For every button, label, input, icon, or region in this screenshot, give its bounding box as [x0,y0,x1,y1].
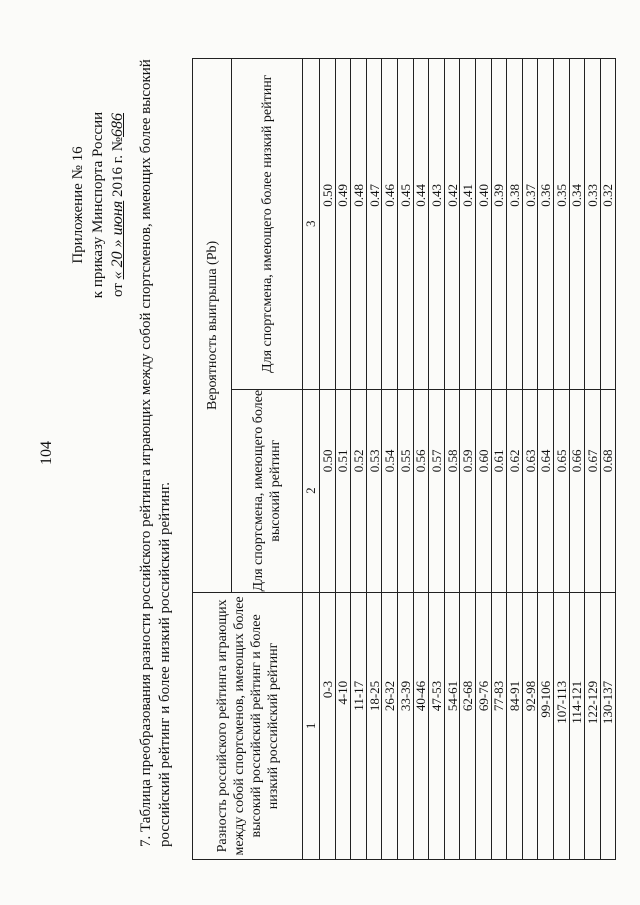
cell-lower-probability: 0.36 [538,59,554,390]
cell-rating-range: 62-68 [460,592,476,859]
cell-higher-probability: 0.62 [507,389,523,592]
cell-higher-probability: 0.54 [382,389,398,592]
appendix-block [68,105,128,305]
cell-rating-range: 99-106 [538,592,554,859]
table-row [382,59,398,860]
table-row [491,59,507,860]
cell-higher-probability: 0.53 [366,389,382,592]
table-row [444,59,460,860]
appendix-title: Приложение № 16 [70,146,86,264]
table-body [320,59,616,860]
cell-lower-probability: 0.35 [553,59,569,390]
cell-lower-probability: 0.48 [351,59,367,390]
table-row [413,59,429,860]
cell-lower-probability: 0.49 [335,59,351,390]
cell-rating-range: 4-10 [335,592,351,859]
cell-higher-probability: 0.50 [320,389,336,592]
table-row [600,59,616,860]
cell-lower-probability: 0.50 [320,59,336,390]
cell-higher-probability: 0.60 [475,389,491,592]
date-year: 2016 г. [110,155,126,198]
cell-rating-range: 40-46 [413,592,429,859]
cell-lower-probability: 0.38 [507,59,523,390]
cell-higher-probability: 0.51 [335,389,351,592]
table-caption: 7. Таблица преобразования разности российского рейтинга играющих между собой спортсменов, имеющих более высокий российский рейтинг и более низкий российский рейтинг. [138,59,173,847]
cell-higher-probability: 0.66 [569,389,585,592]
date-handwritten: « 20 » июня [109,200,126,280]
cell-rating-range: 47-53 [429,592,445,859]
cell-lower-probability: 0.41 [460,59,476,390]
cell-higher-probability: 0.63 [522,389,538,592]
column-number-3: 3 [303,59,320,390]
cell-lower-probability: 0.42 [444,59,460,390]
cell-lower-probability: 0.44 [413,59,429,390]
cell-higher-probability: 0.61 [491,389,507,592]
cell-rating-range: 26-32 [382,592,398,859]
cell-lower-probability: 0.47 [366,59,382,390]
cell-rating-range: 84-91 [507,592,523,859]
column-number-2: 2 [303,389,320,592]
table-row [320,59,336,860]
cell-higher-probability: 0.67 [585,389,601,592]
cell-rating-range: 114-121 [569,592,585,859]
cell-rating-range: 130-137 [600,592,616,859]
cell-higher-probability: 0.65 [553,389,569,592]
cell-lower-probability: 0.32 [600,59,616,390]
cell-higher-probability: 0.56 [413,389,429,592]
cell-rating-range: 33-39 [397,592,413,859]
date-prefix: от [110,283,126,298]
page-number: 104 [38,441,55,465]
cell-rating-range: 77-83 [491,592,507,859]
cell-lower-probability: 0.34 [569,59,585,390]
cell-lower-probability: 0.40 [475,59,491,390]
number-prefix: № [110,136,126,152]
table-row [507,59,523,860]
cell-rating-range: 18-25 [366,592,382,859]
table-row [460,59,476,860]
cell-rating-range: 92-98 [522,592,538,859]
appendix-date-line [108,105,128,305]
cell-lower-probability: 0.46 [382,59,398,390]
header-win-probability: Вероятность выигрыша (Pb) [193,59,232,593]
cell-lower-probability: 0.33 [585,59,601,390]
cell-rating-range: 0-3 [320,592,336,859]
table-row [335,59,351,860]
header-lower-rating: Для спортсмена, имеющего более низкий рейтинг [232,59,303,390]
table-row [351,59,367,860]
cell-higher-probability: 0.59 [460,389,476,592]
number-handwritten: 686 [109,112,126,137]
cell-higher-probability: 0.55 [397,389,413,592]
table-row [475,59,491,860]
header-rating-difference: Разность российского рейтинга играющих между собой спортсменов, имеющих более высокий российский рейтинг и более низкий российский рейтинг [193,592,303,859]
table-row [569,59,585,860]
appendix-order: к приказу Минспорта России [90,111,106,299]
cell-rating-range: 107-113 [553,592,569,859]
cell-lower-probability: 0.45 [397,59,413,390]
header-higher-rating: Для спортсмена, имеющего более высокий рейтинг [232,389,303,592]
cell-rating-range: 54-61 [444,592,460,859]
cell-lower-probability: 0.43 [429,59,445,390]
cell-rating-range: 122-129 [585,592,601,859]
table-row [397,59,413,860]
rating-probability-table [192,58,616,860]
column-number-1: 1 [303,592,320,859]
cell-higher-probability: 0.68 [600,389,616,592]
table-row [522,59,538,860]
table-row [553,59,569,860]
cell-higher-probability: 0.57 [429,389,445,592]
table-row [429,59,445,860]
table-row [538,59,554,860]
cell-lower-probability: 0.39 [491,59,507,390]
cell-rating-range: 69-76 [475,592,491,859]
cell-rating-range: 11-17 [351,592,367,859]
cell-higher-probability: 0.64 [538,389,554,592]
table-row [585,59,601,860]
table-row [366,59,382,860]
cell-higher-probability: 0.58 [444,389,460,592]
cell-higher-probability: 0.52 [351,389,367,592]
cell-lower-probability: 0.37 [522,59,538,390]
